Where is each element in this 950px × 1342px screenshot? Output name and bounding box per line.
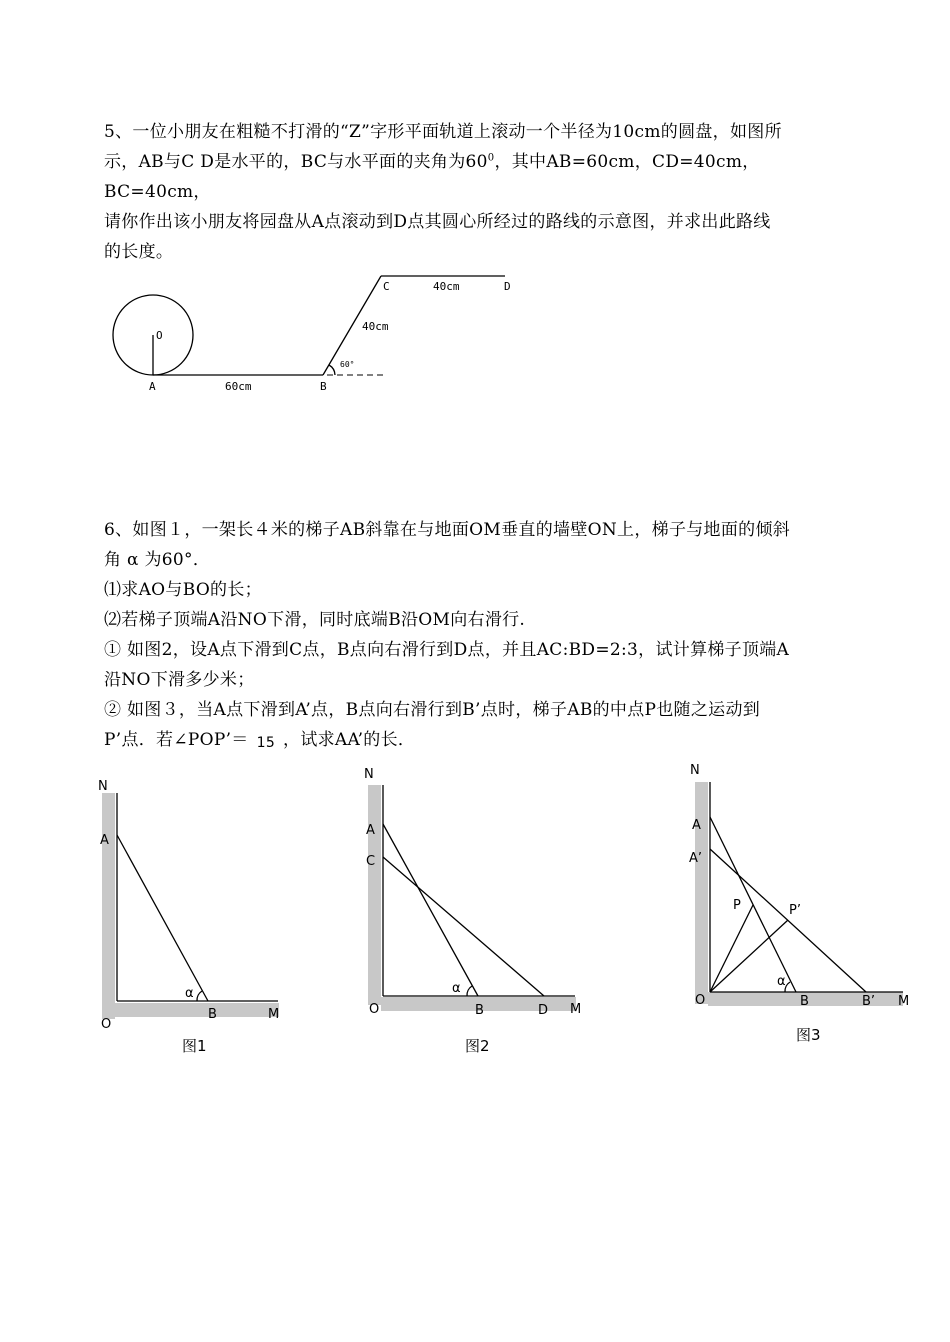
caption: 图3 bbox=[796, 1026, 821, 1044]
q5-line-3: 请你作出该小朋友将园盘从A点滚动到D点其圆心所经过的路线的示意图，并求出此路线 bbox=[104, 212, 771, 232]
question-5 bbox=[104, 117, 850, 267]
caption: 图2 bbox=[465, 1037, 490, 1055]
q5-line-2: 示，AB与C D是水平的，BC与水平面的夹角为$60^0$，其中AB=60cm，CD=40cm，BC=40cm， bbox=[104, 152, 760, 202]
ladder-cd bbox=[383, 857, 544, 996]
label-b: B bbox=[475, 1003, 484, 1018]
angle-arc bbox=[329, 365, 335, 375]
label-d: D bbox=[504, 280, 511, 293]
q6-line-4: ⑵若梯子顶端A沿NO下滑，同时底端B沿OM向右滑行. bbox=[104, 610, 526, 630]
label-n: N bbox=[98, 779, 108, 794]
label-o: O bbox=[101, 1017, 112, 1032]
label-b: B bbox=[320, 380, 327, 393]
q6-line-1: 6、如图１，一架长４米的梯子AB斜靠在与地面OM垂直的墙壁ON上，梯子与地面的倾斜 bbox=[104, 520, 791, 540]
wall bbox=[695, 782, 708, 1004]
q6-line-5: ① 如图2，设A点下滑到C点，B点向右滑行到D点，并且AC:BD=2:3，试计算梯子顶端A bbox=[104, 640, 790, 660]
label-angle: 60° bbox=[340, 360, 355, 369]
label-b: B bbox=[800, 994, 809, 1009]
angle-value: 15 bbox=[256, 735, 276, 751]
q5-line-4: 的长度。 bbox=[104, 242, 174, 262]
label-p: P bbox=[733, 898, 741, 913]
q6-line-6: 沿NO下滑多少米； bbox=[104, 670, 255, 690]
alpha-arc bbox=[467, 986, 472, 996]
label-b: B bbox=[208, 1007, 217, 1022]
label-alpha: α bbox=[185, 986, 194, 1001]
q6-line-2: 角 α 为60°． bbox=[104, 550, 211, 570]
question-6 bbox=[104, 515, 850, 756]
q6-line-7: ② 如图３，当A点下滑到A’点，B点向右滑行到B’点时，梯子AB的中点P也随之运动到 bbox=[104, 700, 761, 720]
ladder-ab bbox=[383, 824, 478, 996]
label-a: A bbox=[366, 823, 375, 838]
label-p-prime: P’ bbox=[789, 903, 801, 918]
label-alpha: α bbox=[777, 974, 786, 989]
caption: 图1 bbox=[182, 1037, 207, 1055]
label-bc-length: 40cm bbox=[362, 320, 389, 333]
q6-line-3: ⑴求AO与BO的长； bbox=[104, 580, 262, 600]
label-n: N bbox=[690, 763, 700, 778]
label-m: M bbox=[570, 1002, 582, 1017]
q6-line-8: P’点．若∠POP’＝ 15 ，试求AA’的长． bbox=[104, 725, 850, 756]
label-a: A bbox=[100, 833, 109, 848]
label-b-prime: B’ bbox=[862, 994, 876, 1009]
label-cd-length: 40cm bbox=[433, 280, 460, 293]
label-a: A bbox=[149, 380, 156, 393]
label-d: D bbox=[538, 1003, 549, 1018]
label-o: O bbox=[695, 993, 706, 1008]
ladder-ab bbox=[117, 835, 208, 1001]
alpha-arc bbox=[785, 982, 790, 992]
label-m: M bbox=[898, 994, 910, 1009]
wall bbox=[368, 785, 381, 1005]
label-m: M bbox=[268, 1007, 280, 1022]
wall bbox=[102, 793, 115, 1019]
alpha-arc bbox=[197, 991, 202, 1001]
label-c: C bbox=[383, 280, 390, 293]
figure-3 bbox=[683, 757, 923, 1057]
figure-1 bbox=[90, 765, 290, 1065]
label-ab-length: 60cm bbox=[225, 380, 252, 393]
label-n: N bbox=[364, 767, 374, 782]
segment-op bbox=[710, 905, 753, 992]
label-o: O bbox=[369, 1002, 380, 1017]
z-track-figure bbox=[100, 268, 530, 398]
q5-line-1: 5、一位小朋友在粗糙不打滑的“Z”字形平面轨道上滚动一个半径为10cm的圆盘，如图所 bbox=[104, 122, 782, 142]
label-a-prime: A’ bbox=[689, 851, 703, 866]
label-c: C bbox=[366, 854, 376, 869]
ground bbox=[115, 1003, 279, 1017]
figure-2 bbox=[355, 760, 595, 1060]
label-o: O bbox=[156, 329, 163, 342]
degree-superscript: 0 bbox=[487, 152, 495, 164]
label-alpha: α bbox=[452, 981, 461, 996]
label-a: A bbox=[692, 818, 701, 833]
